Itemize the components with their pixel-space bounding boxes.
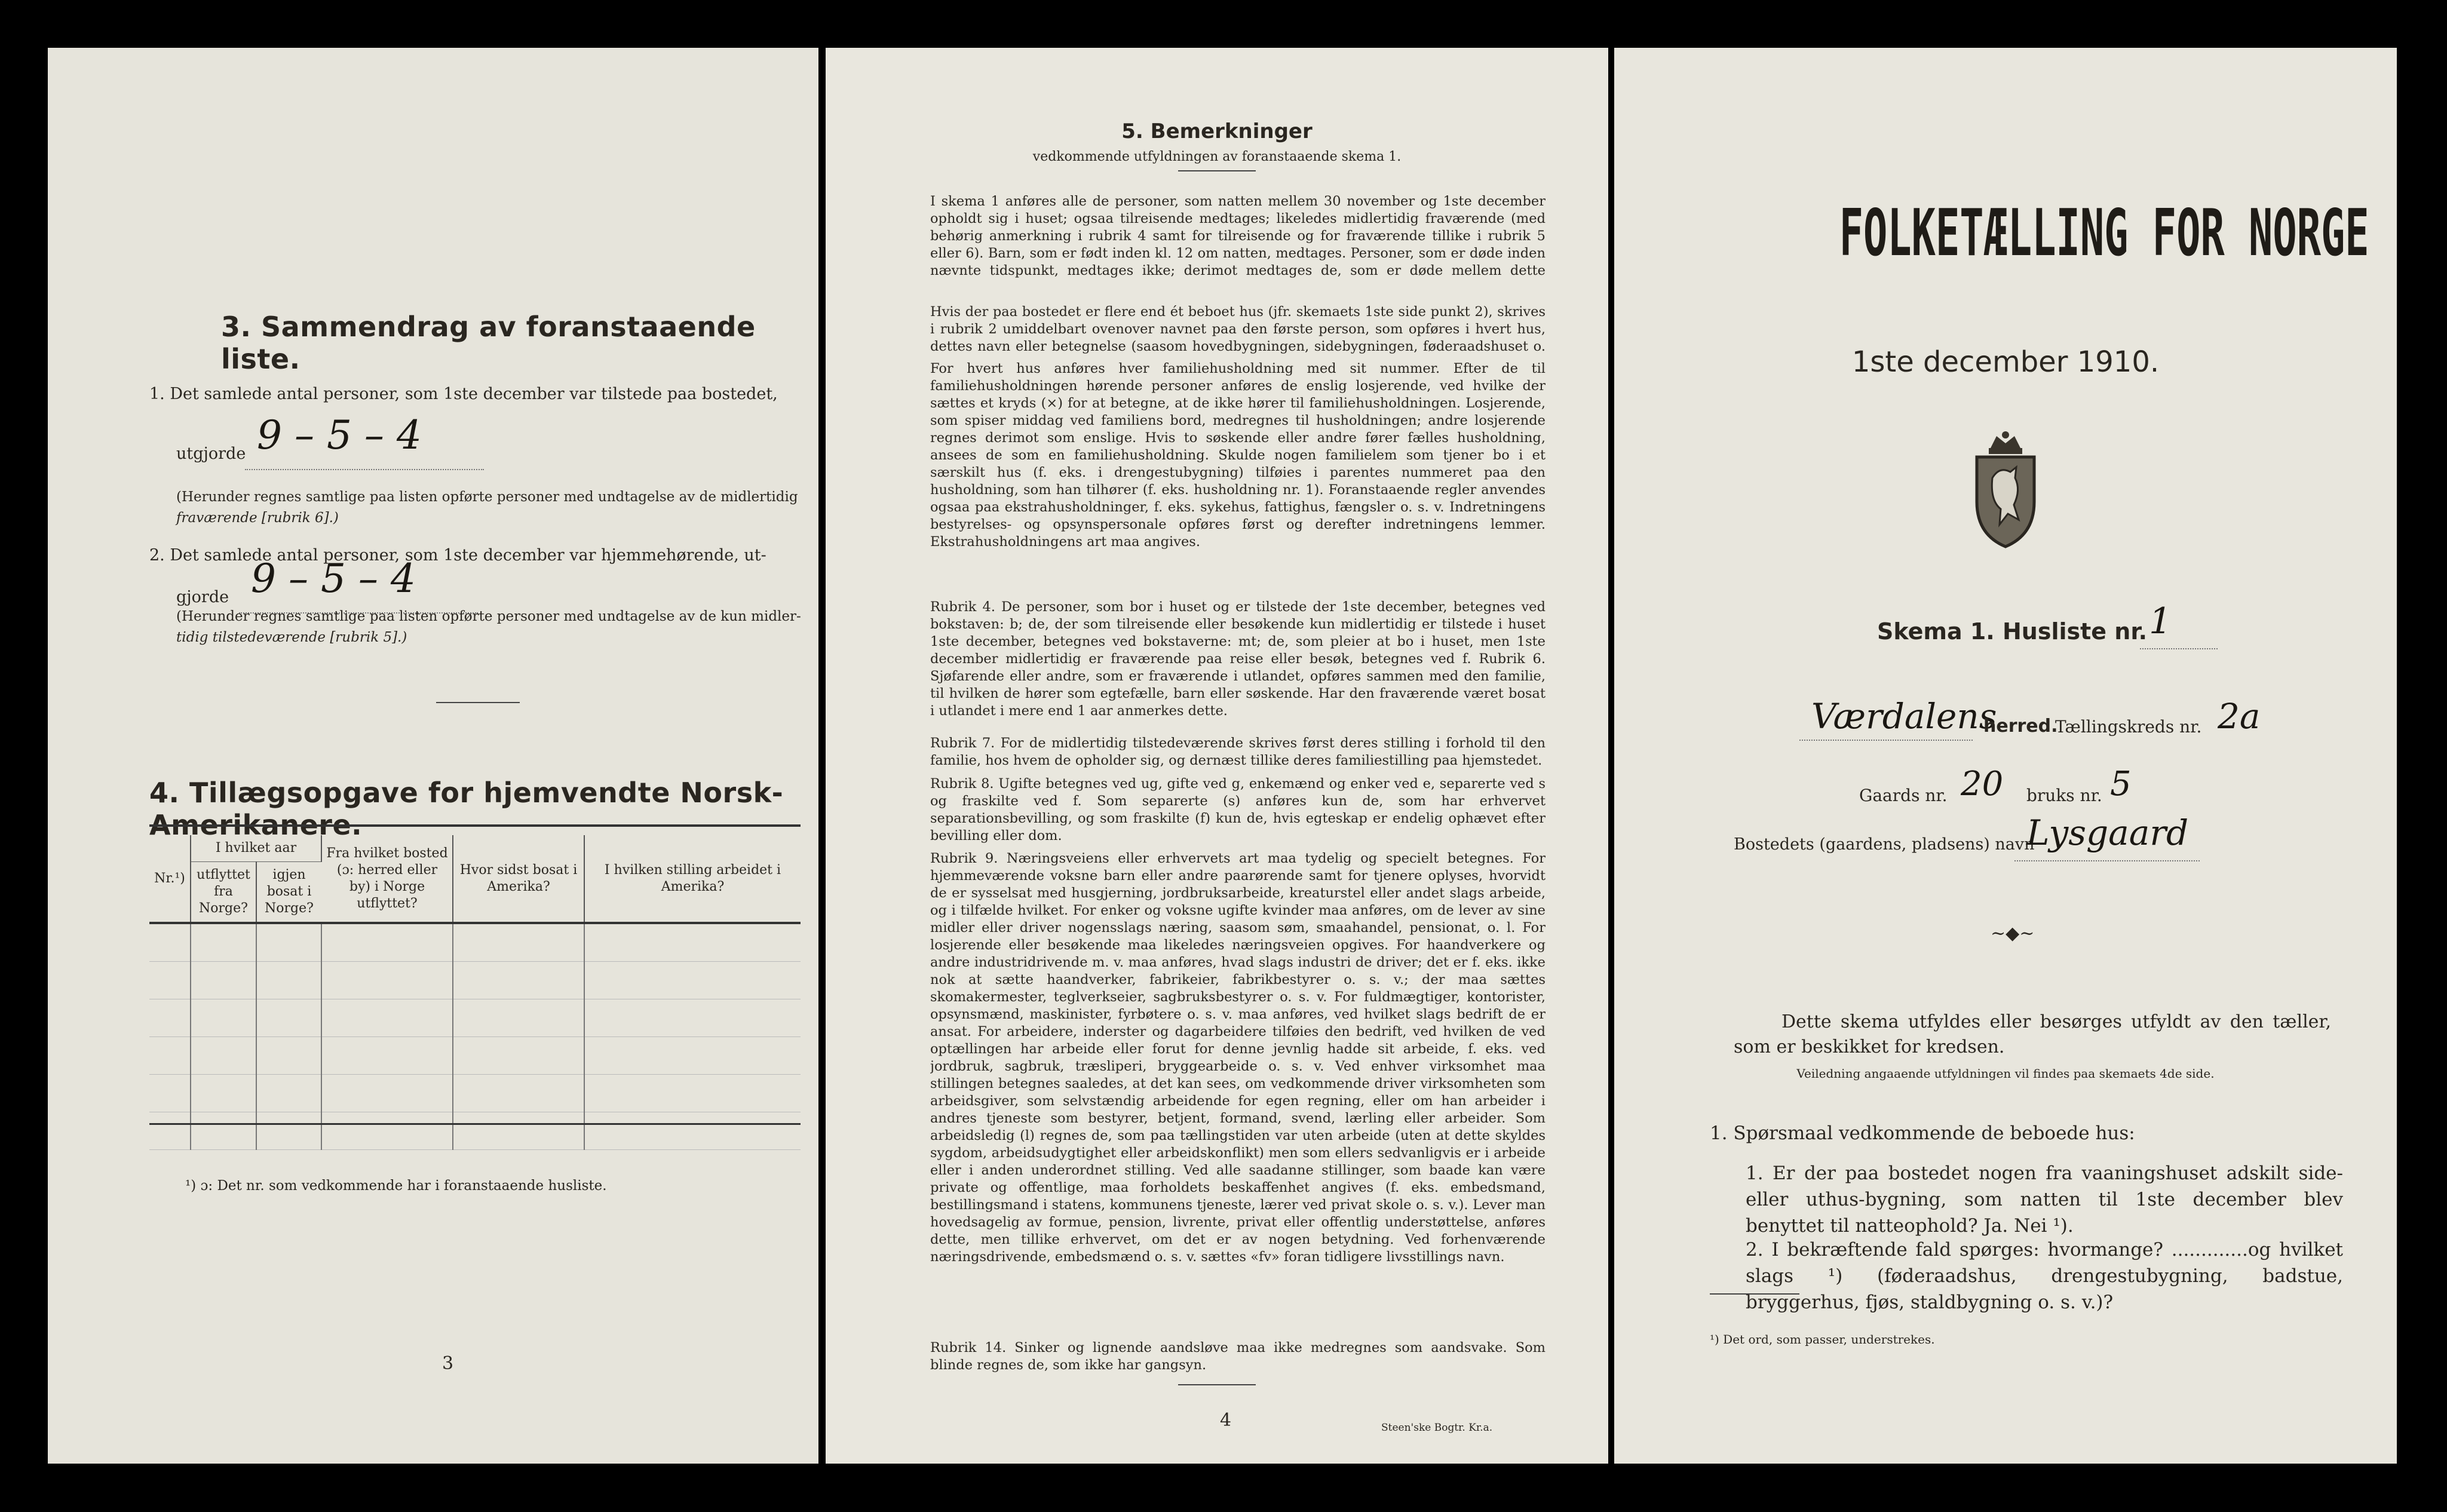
husliste-nr-value: 1 (2149, 600, 2172, 642)
table-bottom-rule (149, 1123, 801, 1125)
table-row (149, 1075, 801, 1112)
table-footnote: ¹) ɔ: Det nr. som vedkommende har i foranstaaende husliste. (185, 1178, 607, 1194)
question-2: 2. I bekræftende fald spørges: hvormange? .............og hvilket slags ¹) (føderaadshus, drengestubygning, badstue, bryggerhus, fjøs, staldbygning o. s. v.)? (1746, 1239, 2343, 1313)
remark-8: Rubrik 14. Sinker og lignende aandsløve maa ikke medregnes som aandsvake. Som blinde regnes de, som ikke har gangsyn. (930, 1340, 1546, 1373)
summary-item-1-note: (Herunder regnes samtlige paa listen opførte personer med undtagelse av de midlertidig (176, 489, 798, 505)
page-footnote: ¹) Det ord, som passer, understrekes. (1710, 1332, 1935, 1347)
question-heading: 1. Spørsmaal vedkommende de beboede hus: (1710, 1123, 2135, 1144)
remark-5: Rubrik 7. For de midlertidig tilstedeværende skrives først deres stilling i forhold til den familie, hos hvem de opholder sig, og dernæst tillike deres familiestilling paa hjemstedet. (930, 735, 1546, 768)
norsk-amerikanere-table (149, 835, 801, 1150)
divider (436, 702, 520, 703)
remark-1: I skema 1 anføres alle de personer, som natten mellem 30 november og 1ste december opholdt sig i huset; ogsaa tilreisende medtages; likeledes midlertidig fraværende (med behørig anmerkning i rubrik 4 samt for tilreisende og for fraværende tillike i rubrik 5 eller 6). Barn, som er født inden kl. 12 om natten, medtages. Personer, som er døde inden nævnte tidspunkt, medtages ikke; derimot medtages de, som er døde mellem dette (930, 194, 1546, 278)
kreds-value: 2a (2218, 696, 2261, 737)
dotted-line (2014, 860, 2200, 861)
summary-item-1-value: 9 – 5 – 4 (257, 412, 422, 458)
col-from-where: Fra hvilket bosted (ɔ: herred eller by) i Norge utflyttet? (321, 835, 453, 923)
ornament: ~◆~ (1991, 923, 2035, 944)
bruks-value: 5 (2110, 765, 2132, 803)
remarks-title: 5. Bemerkninger (1121, 119, 1313, 143)
col-group-year: I hvilket aar (191, 835, 321, 862)
summary-item-2-label: gjorde (176, 588, 229, 606)
remark-3: For hvert hus anføres hver familiehusholdning med sit nummer. Efter de til familiehusholdningen hørende personer anføres de enslig losjerende, ved hvilke der sættes et kryds (×) for at betegne, at de ikke hører til familiehusholdningen. Losjerende, som spiser middag ved familiens bord, medregnes til husholdningen; andre losjerende regnes derimot som enslige. Hvis to søskende eller andre fører fælles husholdning, ansees de som en familiehusholdning. Skulde nogen familielem som tjener bo i et særskilt hus (f. eks. i drengestubygning) tilføies i parentes nummeret paa den husholdning, som han tilhører (f. eks. husholdning nr. 1). Foranstaaende regler anvendes ogsaa paa ekstrahusholdninger, f. eks. sykehus, fattighus, fængsler o. s. v. Indretningens bestyrelses- og opsynspersonale opføres først og derefter indretningens lemmer. Ekstrahusholdningens art maa angives. (930, 361, 1546, 550)
summary-item-2-value: 9 – 5 – 4 (251, 556, 416, 602)
table-row (149, 999, 801, 1037)
page-1 (1614, 48, 2397, 1464)
remark-2: Hvis der paa bostedet er flere end ét beboet hus (jfr. skemaets 1ste side punkt 2), skrives i rubrik 2 umiddelbart ovenover navnet paa den første person, som opføres i hvert hus, dettes navn eller betegnelse (saasom hovedbygningen, sidebygningen, føderaadshuset o. (930, 304, 1546, 354)
bruks-label: bruks nr. (2026, 786, 2102, 805)
herred-label: herred. (1983, 716, 2058, 737)
table-row (149, 923, 801, 962)
summary-item-1-note-2: fraværende [rubrik 6].) (176, 510, 339, 526)
page-3 (48, 48, 818, 1464)
remark-7: Rubrik 9. Næringsveiens eller erhvervets art maa tydelig og specielt betegnes. For hjemmeværende voksne barn eller andre paarørende samt for tjenere oplyses, hvorvidt de er sysselsat med husgjerning, jordbruksarbeide, kreaturstel eller andet slags arbeide, og i tilfælde hvilket. For enker og voksne ugifte kvinder maa anføres, om de lever av sine midler eller driver nogensslags næring, saasom søm, smaahandel, pensionat, o. l. For losjerende eller besøkende maa likeledes næringsveien opgives. For haandverkere og andre industridrivende m. v. maa anføres, hvad slags industri de driver; det er f. eks. ikke nok at sætte haandverker, fabrikeier, fabrikbestyrer o. s. v.; der maa sættes skomakermester, teglverkseier, sagbruksbestyrer o. s. v. For fuldmægtiger, kontorister, opsynsmænd, maskinister, fyrbøtere o. s. v. maa anføres, ved hvilket slags bedrift de er ansat. For arbeidere, inderster og dagarbeidere tilføies den bedrift, ved hvilken de ved optællingen har arbeide eller forut for denne jevnlig hadde sit arbeide, f. eks. ved jordbruk, sagbruk, træsliperi, bryggearbeide o. s. v. Ved enhver virksomhet maa stillingen betegnes saaledes, at det kan sees, om vedkommende driver virksomheten som arbeidsgiver, som selvstændig arbeidende for egen regning, eller om han arbeider i andres tjeneste som bestyrer, betjent, formand, svend, lærling eller arbeider. Som arbeidsledig (l) regnes de, som paa tællingstiden var uten arbeide (uten at dette skyldes sygdom, arbeidsudygtighet eller arbeidskonflikt) men som ellers sedvanligvis er i arbeide eller i anden underordnet stilling. Ved alle saadanne stillinger, som baade kan være private og offentlige, maa forholdets beskaffenhet angives (f. eks. embedsmand, bestillingsmand i statens, kommunens tjeneste, lærer ved privat skole o. s. v.). Lever man hovedsagelig av formue, pension, livrente, privat eller offentlig understøttelse, anføres dette, men tillike erhvervet, om det er av nogen betydning. Ved forhenværende næringsdrivende, embedsmænd o. s. v. sættes «fv» foran tidligere livsstillings navn. (930, 851, 1546, 1265)
gaards-label: Gaards nr. (1859, 786, 1948, 805)
remark-4: Rubrik 4. De personer, som bor i huset og er tilstede der 1ste december, betegnes ved bokstaven: b; de, der som tilreisende eller besøkende kun midlertidig er tilstede i huset 1ste december, betegnes ved bokstaverne: mt; de, som pleier at bo i huset, men 1ste december midlertidig er fraværende paa reise eller besøk, betegnes ved f. Rubrik 6. Sjøfarende eller andre, som er fraværende i utlandet, opføres sammen med den familie, til hvilken de hører som egtefælle, barn eller søskende. Har den fraværende været bosat i utlandet i mere end 1 aar anmerkes dette. (930, 599, 1546, 719)
dotted-line (245, 469, 484, 470)
divider (1178, 1384, 1256, 1385)
bosted-value: Lysgaard (2026, 812, 2189, 853)
instruction-text: Dette skema utfyldes eller besørges utfyldt av den tæller, som er beskikket for kredsen. (1734, 1011, 2331, 1057)
table-row (149, 962, 801, 999)
col-position-america: I hvilken stilling arbeidet i Amerika? (584, 835, 801, 923)
section-4-title: 4. Tillægsopgave for hjemvendte Norsk-Amerikanere. (149, 777, 784, 841)
page-number: 3 (442, 1353, 454, 1374)
printer-mark: Steen'ske Bogtr. Kr.a. (1381, 1422, 1493, 1434)
col-nr: Nr.¹) (149, 835, 191, 923)
remark-6: Rubrik 8. Ugifte betegnes ved ug, gifte ved g, enkemænd og enker ved e, separerte ved s og fraskilte ved f. Som separerte (s) anføres kun de, som har erhvervet separationsbevilling, og som fraskilte (f) kun de, hvis egteskap er endelig ophævet efter bevilling eller dom. (930, 776, 1546, 844)
herred-value: Værdalens (1811, 696, 1997, 737)
remarks-subtitle: vedkommende utfyldningen av foranstaaende skema 1. (1032, 149, 1402, 164)
page-number: 4 (1220, 1410, 1232, 1431)
main-title: FOLKETÆLLING FOR NORGE (1839, 196, 2369, 271)
summary-item-2-note-2: tidig tilstedeværende [rubrik 5].) (176, 630, 407, 645)
gaards-value: 20 (1961, 765, 2004, 803)
col-emigrated: utflyttet fra Norge? (191, 862, 256, 924)
bosted-label: Bostedets (gaardens, pladsens) navn (1734, 835, 2035, 854)
question-1: 1. Er der paa bostedet nogen fra vaaningshuset adskilt side- eller uthus-bygning, som natten til 1ste december blev benyttet til natteophold? Ja. Nei ¹). (1746, 1163, 2343, 1237)
instruction-note: Veiledning angaaende utfyldningen vil findes paa skemaets 4de side. (1796, 1066, 2215, 1081)
summary-item-2-note: (Herunder regnes samtlige paa listen opførte personer med undtagelse av de kun midler- (176, 609, 801, 624)
section-3-title: 3. Sammendrag av foranstaaende liste. (221, 311, 756, 375)
divider (1178, 170, 1256, 171)
summary-item-1-label: utgjorde (176, 444, 246, 463)
dotted-line (1799, 740, 1973, 741)
summary-item-2: 2. Det samlede antal personer, som 1ste december var hjemmehørende, ut- (149, 546, 766, 565)
coat-of-arms-icon (1964, 430, 2047, 550)
table-top-rule (149, 824, 801, 827)
census-date: 1ste december 1910. (1851, 345, 2160, 379)
dotted-line (2140, 648, 2218, 649)
summary-item-1: 1. Det samlede antal personer, som 1ste december var tilstede paa bostedet, (149, 385, 778, 403)
col-returned: igjen bosat i Norge? (256, 862, 321, 924)
skema-label: Skema 1. Husliste nr. (1877, 618, 2148, 645)
divider (1710, 1293, 1799, 1295)
col-last-america: Hvor sidst bosat i Amerika? (453, 835, 584, 923)
page-4 (826, 48, 1608, 1464)
kreds-label: Tællingskreds nr. (2055, 717, 2202, 737)
table-row (149, 1037, 801, 1075)
table-row (149, 1112, 801, 1150)
